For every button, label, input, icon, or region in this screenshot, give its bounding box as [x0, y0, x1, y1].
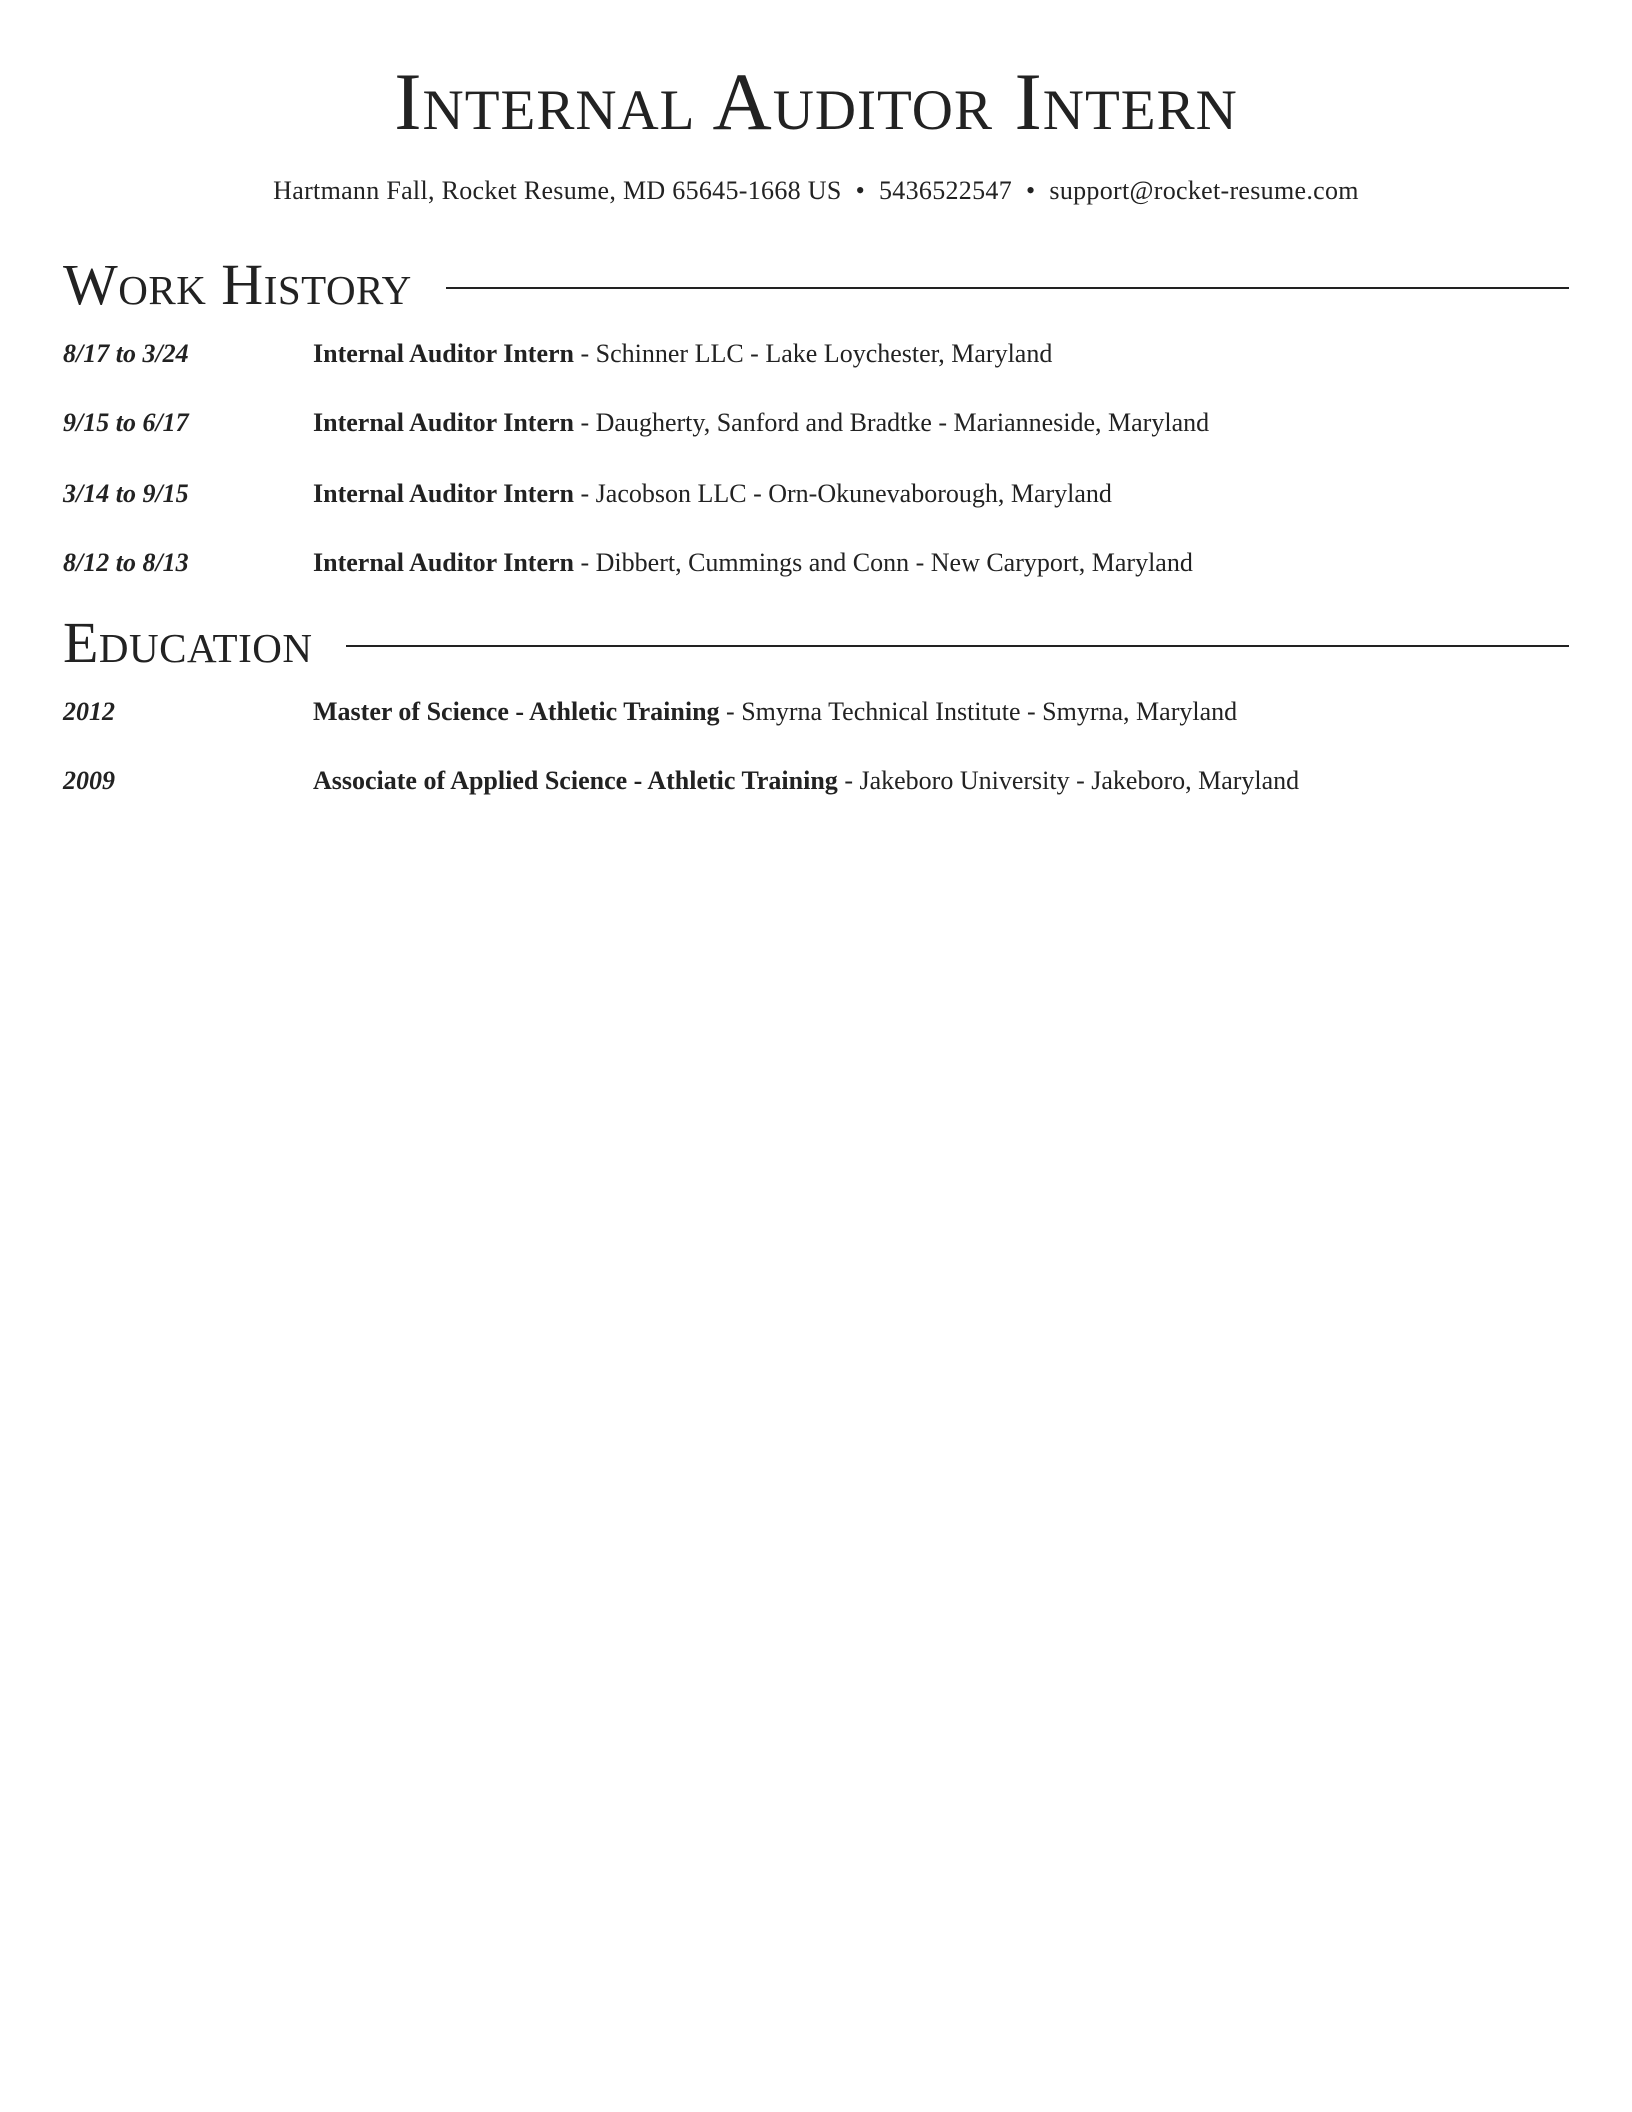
job-dates: 8/17 to 3/24: [63, 339, 189, 368]
job-details: - Jacobson LLC - Orn-Okunevaborough, Maryland: [574, 479, 1112, 508]
job-role: Internal Auditor Intern: [313, 479, 574, 508]
work-history-heading: [63, 250, 1569, 320]
contact-address: Hartmann Fall, Rocket Resume, MD 65645-1668 US: [273, 176, 842, 205]
job-description: [313, 336, 1052, 372]
education-degree: Master of Science - Athletic Training: [313, 697, 720, 726]
education-year: 2009: [63, 766, 115, 795]
education-year: 2012: [63, 697, 115, 726]
job-description: [313, 405, 1209, 441]
job-details: - Daugherty, Sanford and Bradtke - Marianneside, Maryland: [574, 408, 1210, 437]
job-dates: 8/12 to 8/13: [63, 548, 189, 577]
job-role: Internal Auditor Intern: [313, 339, 574, 368]
job-role: Internal Auditor Intern: [313, 408, 574, 437]
contact-email: support@rocket-resume.com: [1049, 176, 1359, 205]
job-details: - Schinner LLC - Lake Loychester, Maryland: [574, 339, 1053, 368]
education-details: - Jakeboro University - Jakeboro, Maryland: [837, 766, 1300, 795]
resume-title: Internal Auditor Intern: [394, 56, 1238, 147]
contact-separator: •: [1026, 176, 1036, 205]
job-dates: 9/15 to 6/17: [63, 408, 189, 437]
education-degree: Associate of Applied Science - Athletic Training: [313, 766, 838, 795]
job-details: - Dibbert, Cummings and Conn - New Caryport, Maryland: [574, 548, 1193, 577]
contact-line: [0, 173, 1632, 209]
education-title: Education: [63, 610, 313, 675]
education-description: [313, 694, 1237, 730]
job-description: [313, 545, 1193, 581]
job-role: Internal Auditor Intern: [313, 548, 574, 577]
work-history-title: Work History: [63, 252, 412, 317]
contact-separator: •: [855, 176, 865, 205]
contact-phone: 5436522547: [879, 176, 1012, 205]
education-details: - Smyrna Technical Institute - Smyrna, Maryland: [719, 697, 1238, 726]
section-divider: [446, 287, 1569, 289]
job-description: [313, 476, 1112, 512]
job-dates: 3/14 to 9/15: [63, 479, 189, 508]
education-description: [313, 763, 1299, 799]
section-divider: [346, 645, 1569, 647]
education-heading: [63, 608, 1569, 678]
